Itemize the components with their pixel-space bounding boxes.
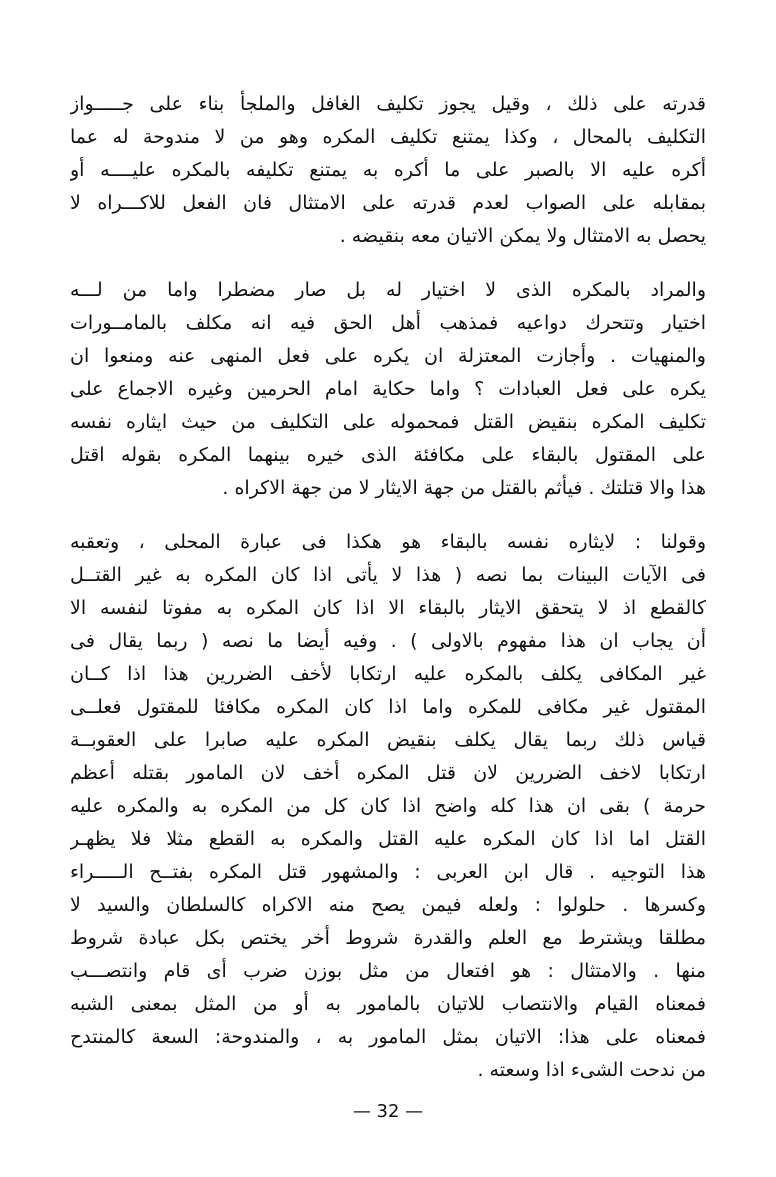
text-line: القتل اما اذا كان المكره عليه القتل والمكره به القطع مثلا فلا يظهـر — [70, 828, 706, 850]
text-line: المقتول غير مكافى للمكره واما اذا كان المكره مكافئا للمقتول فعلــى — [70, 696, 706, 718]
text-line: والمراد بالمكره الذى لا اختيار له بل صار مضطرا واما من لـــه — [70, 279, 706, 301]
text-line: على المقتول بالبقاء على مكافئة الذى خيره بينهما المكره بقوله اقتل — [70, 444, 706, 466]
text-line: والمنهيات . وأجازت المعتزلة ان يكره على فعل المنهى عنه ومنعوا ان — [70, 345, 706, 367]
paragraph-spacer — [70, 253, 706, 274]
text-line: تكليف المكره بنقيض القتل فمحموله على التكليف من حيث ايثاره نفسه — [70, 411, 706, 433]
text-line: يكره على فعل العبادات ؟ واما حكاية امام الحرمين وغيره الاجماع على — [70, 378, 706, 400]
page-body — [70, 88, 706, 1158]
text-line: وقولنا : لايثاره نفسه بالبقاء هو هكذا فى عبارة المحلى ، وتعقبه — [70, 531, 706, 553]
text-line: هذا التوجيه . قال ابن العربى : والمشهور قتل المكره بفتــح الـــــراء — [70, 861, 706, 883]
text-line: بمقابله على الصواب لعدم قدرته على الامتثال فان الفعل للاكـــراه لا — [70, 192, 706, 214]
text-line: وكسرها . حلولوا : ولعله فيمن يصح منه الاكراه كالسلطان والسيد لا — [70, 894, 706, 916]
text-line: ارتكابا لاخف الضررين لان قتل المكره أخف لان المامور بقتله أعظم — [70, 762, 706, 784]
text-line: يحصل به الامتثال ولا يمكن الاتيان معه بنقيضه . — [339, 225, 706, 247]
text-line: قياس ذلك ربما يقال يكلف بنقيض المكره عليه صابرا على العقوبــة — [70, 729, 706, 751]
text-line: حرمة ) بقى ان هذا كله واضح اذا كان كل من المكره به والمكره عليه — [70, 795, 706, 817]
text-line: فى الآيات البينات بما نصه ( هذا لا يأتى اذا كان المكره به غير القتــل — [70, 564, 706, 586]
text-line: أن يجاب ان هذا مفهوم بالاولى ) . وفيه أيضا ما نصه ( ربما يقال فى — [70, 630, 706, 652]
text-line: مطلقا ويشترط مع العلم والقدرة شروط أخر يختص بكل عبادة شروط — [70, 927, 706, 949]
text-line: قدرته على ذلك ، وقيل يجوز تكليف الغافل والملجأ بناء على جـــــواز — [70, 93, 706, 115]
page-number: — 32 — — [352, 1101, 424, 1122]
text-line: منها . والامتثال : هو افتعال من مثل بوزن ضرب أى قام وانتصـــب — [70, 960, 706, 982]
text-line: هذا والا قتلتك . فيأثم بالقتل من جهة الايثار لا من جهة الاكراه . — [222, 477, 706, 499]
text-line: التكليف بالمحال ، وكذا يمتنع تكليف المكره وهو من لا مندوحة له عما — [70, 126, 706, 148]
text-line: فمعناه القيام والانتصاب للاتيان بالمامور به أو من المثل بمعنى الشبه — [70, 993, 706, 1015]
text-line: كالقطع اذ لا يتحقق الايثار بالبقاء الا اذا كان المكره به مفوتا لنفسه الا — [70, 597, 706, 619]
paragraph-1 — [70, 88, 706, 253]
paragraph-3 — [70, 526, 706, 1087]
paragraph-2 — [70, 274, 706, 505]
text-line: فمعناه على هذا: الاتيان بمثل المامور به ، والمندوحة: السعة كالمنتدح — [70, 1026, 706, 1048]
text-line: من ندحت الشىء اذا وسعته . — [477, 1059, 706, 1081]
text-line: أكره عليه الا بالصبر على ما أكره به يمتنع تكليفه بالمكره عليــــه أو — [70, 159, 706, 181]
paragraph-spacer — [70, 505, 706, 526]
text-line: غير المكافى يكلف بالمكره عليه ارتكابا لأخف الضررين هذا اذا كــان — [70, 663, 706, 685]
text-line: اختيار وتتحرك دواعيه فمذهب أهل الحق فيه انه مكلف بالمامــورات — [70, 312, 706, 334]
